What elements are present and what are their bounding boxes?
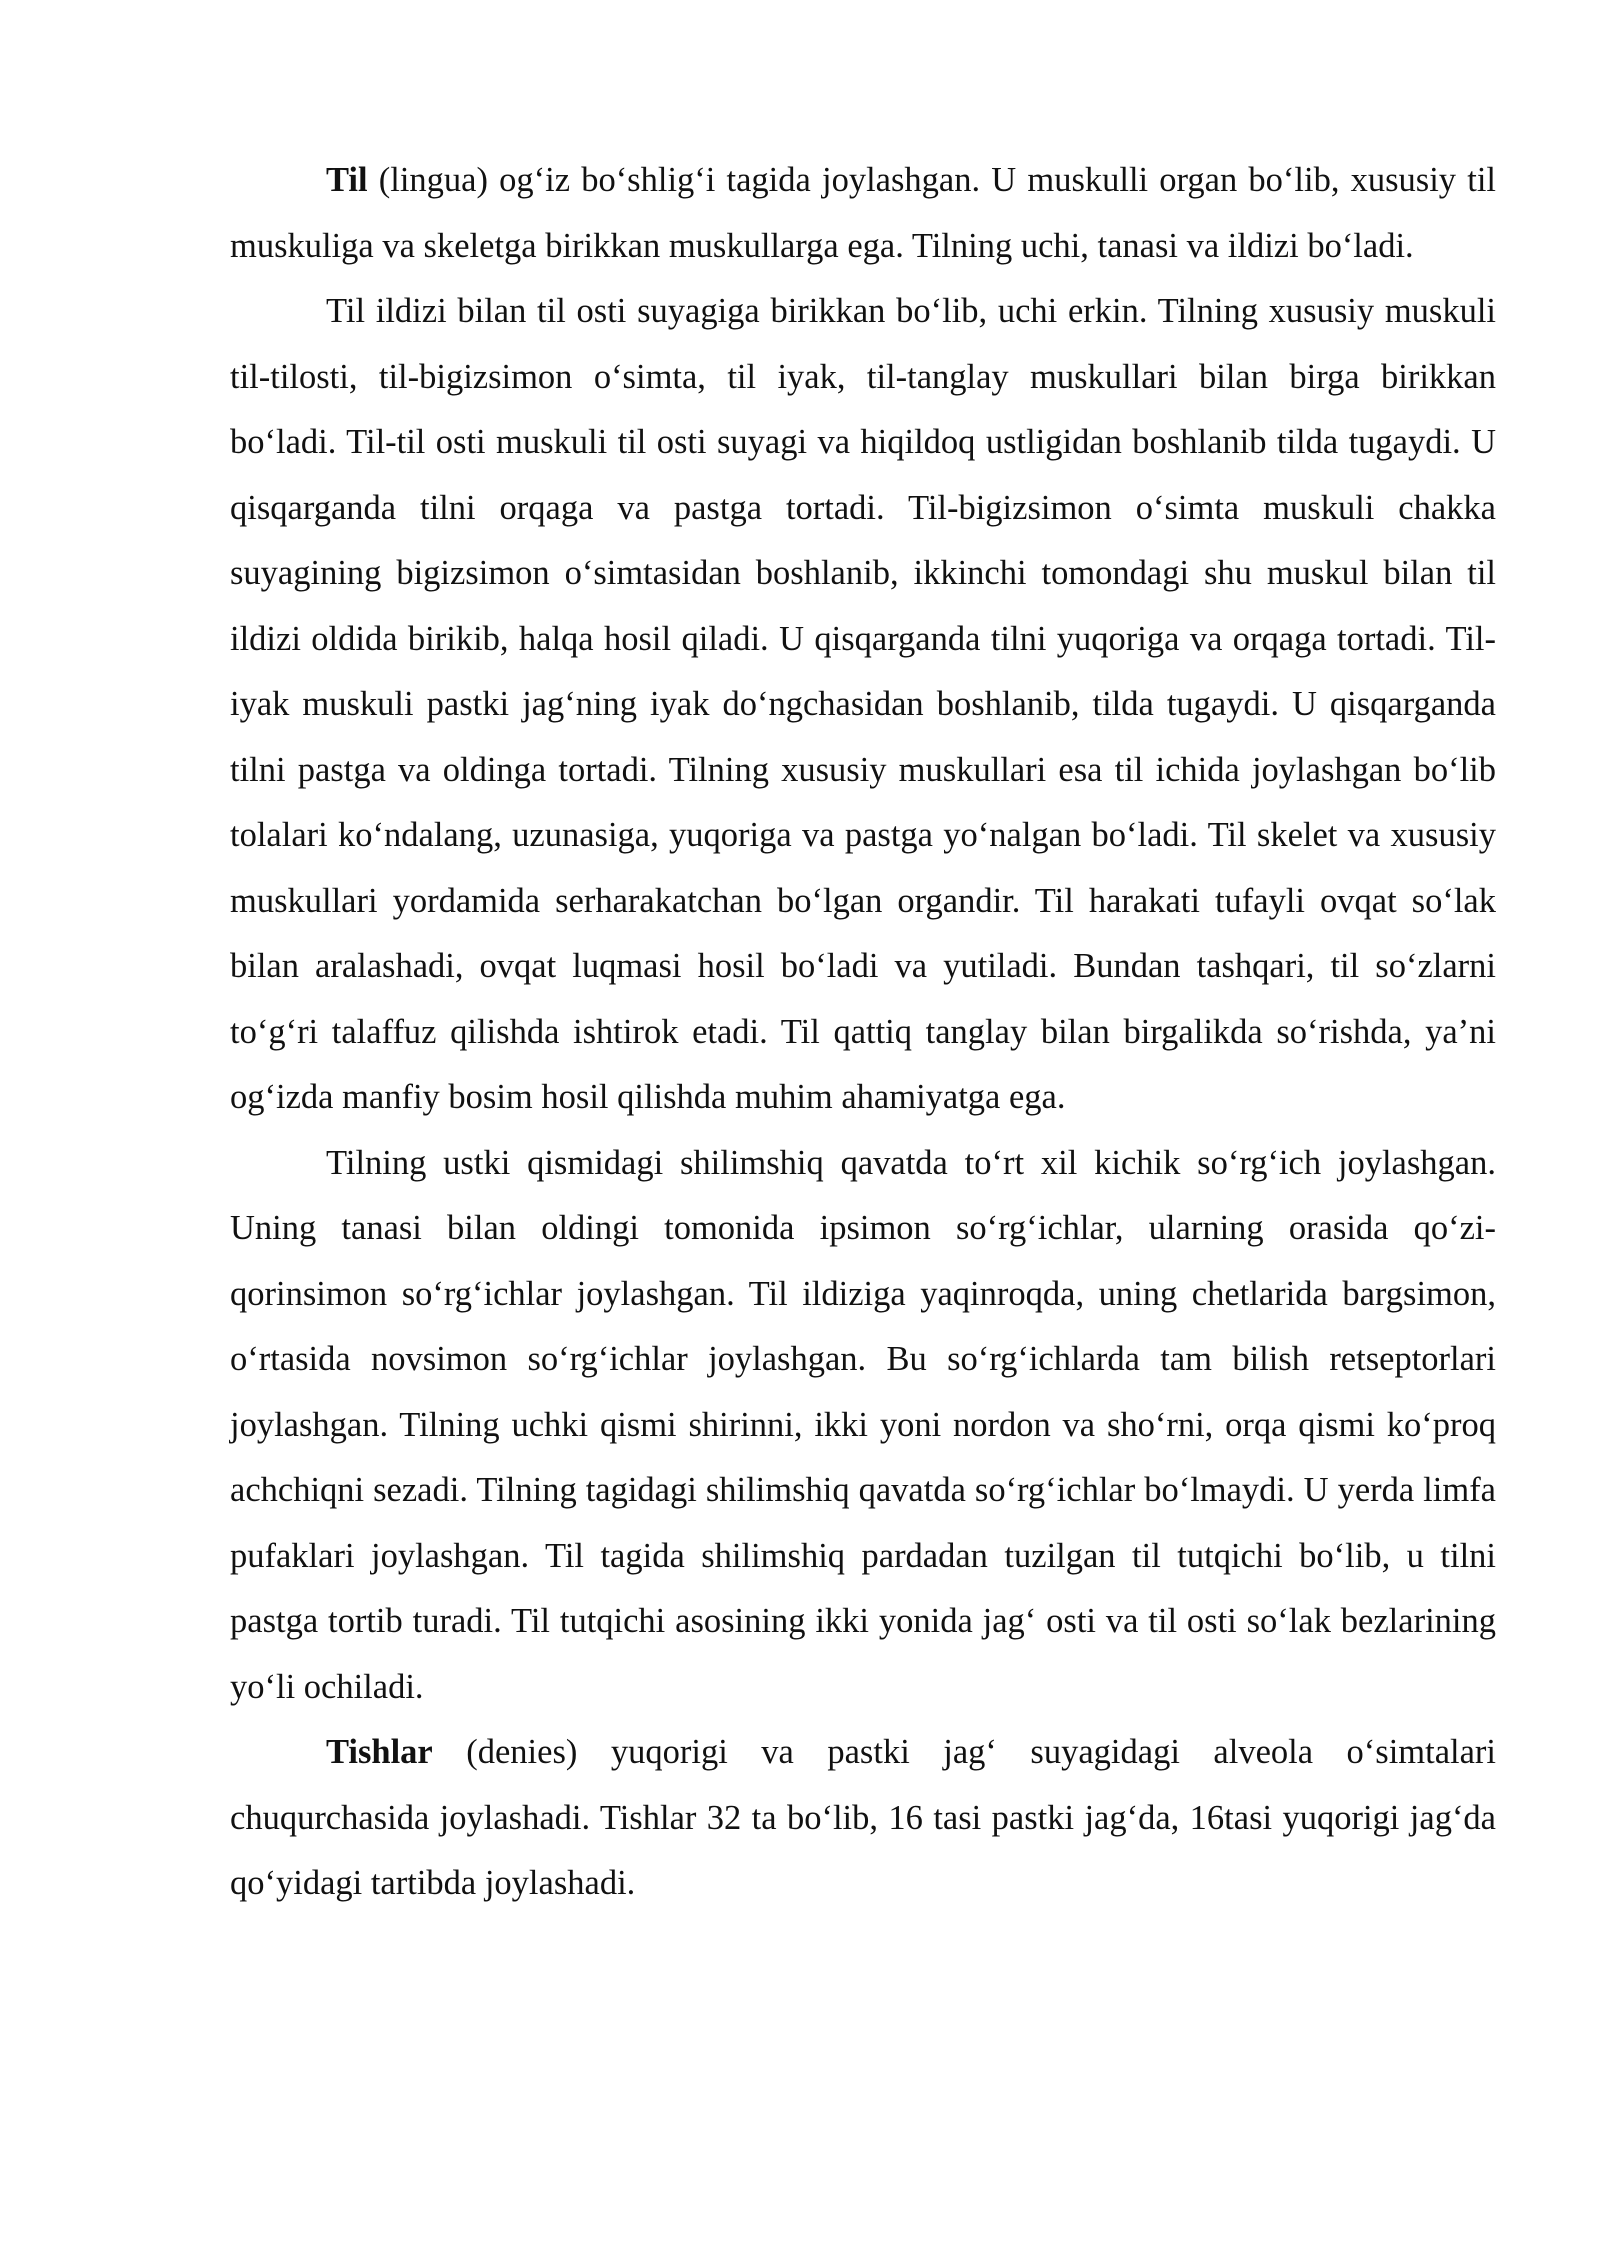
paragraph-text: Til ildizi bilan til osti suyagiga birikkan bo‘lib, uchi erkin. Tilning xususiy muskuli til-tilosti, til-bigizsimon o‘simta, til iyak, til-tanglay muskullari bilan birga birikkan bo‘ladi. Til-til osti muskuli til osti suyagi va hiqildoq ustligidan boshlanib tilda tugaydi. U qisqarganda tilni orqaga va pastga tortadi. Til-bigizsimon o‘simta muskuli chakka suyagining bigizsimon o‘simtasidan boshlanib, ikkinchi tomondagi shu muskul bilan til ildizi oldida birikib, halqa hosil qiladi. U qisqarganda tilni yuqoriga va orqaga tortadi. Til-iyak muskuli pastki jag‘ning iyak do‘ngchasidan boshlanib, tilda tugaydi. U qisqarganda tilni pastga va oldinga tortadi. Tilning xususiy muskullari esa til ichida joylashgan bo‘lib tolalari ko‘ndalang, uzunasiga, yuqoriga va pastga yo‘nalgan bo‘ladi. Til skelet va xususiy muskullari yordamida serharakatchan bo‘lgan organdir. Til harakati tufayli ovqat so‘lak bilan aralashadi, ovqat luqmasi hosil bo‘ladi va yutiladi. Bundan tashqari, til so‘zlarni to‘g‘ri talaffuz qilishda ishtirok etadi. Til qattiq tanglay bilan birgalikda so‘rishda, ya’ni og‘izda manfiy bosim hosil qilishda muhim ahamiyatga ega. — [230, 292, 1496, 1116]
document-page — [230, 148, 1496, 1917]
paragraph-text: Tilning ustki qismidagi shilimshiq qavatda to‘rt xil kichik so‘rg‘ich joylashgan. Uning tanasi bilan oldingi tomonida ipsimon so‘rg‘ichlar, ularning orasida qo‘zi-qorinsimon so‘rg‘ichlar joylashgan. Til ildiziga yaqinroqda, uning chetlarida bargsimon, o‘rtasida novsimon so‘rg‘ichlar joylashgan. Bu so‘rg‘ichlarda tam bilish retseptorlari joylashgan. Tilning uchki qismi shirinni, ikki yoni nordon va sho‘rni, orqa qismi ko‘proq achchiqni sezadi. Tilning tagidagi shilimshiq qavatda so‘rg‘ichlar bo‘lmaydi. U yerda limfa pufaklari joylashgan. Til tagida shilimshiq pardadan tuzilgan til tutqichi bo‘lib, u tilni pastga tortib turadi. Til tutqichi asosining ikki yonida jag‘ osti va til osti so‘lak bezlarining yo‘li ochiladi. — [230, 1143, 1496, 1706]
paragraph-til — [230, 148, 1496, 279]
term-tishlar: Tishlar — [326, 1733, 433, 1771]
term-til: Til — [326, 161, 368, 199]
paragraph-text: (lingua) og‘iz bo‘shlig‘i tagida joylashgan. U muskulli organ bo‘lib, xususiy til muskuliga va skeletga birikkan muskullarga ega. Tilning uchi, tanasi va ildizi bo‘ladi. — [230, 161, 1496, 265]
paragraph-tishlar — [230, 1720, 1496, 1917]
paragraph-text: (denies) yuqorigi va pastki jag‘ suyagidagi alveola o‘simtalari chuqurchasida joylashadi. Tishlar 32 ta bo‘lib, 16 tasi pastki jag‘da, 16tasi yuqorigi jag‘da qo‘yidagi tartibda joylashadi. — [230, 1733, 1496, 1902]
paragraph-til-muskullari — [230, 279, 1496, 1131]
paragraph-sorgichlar — [230, 1131, 1496, 1721]
